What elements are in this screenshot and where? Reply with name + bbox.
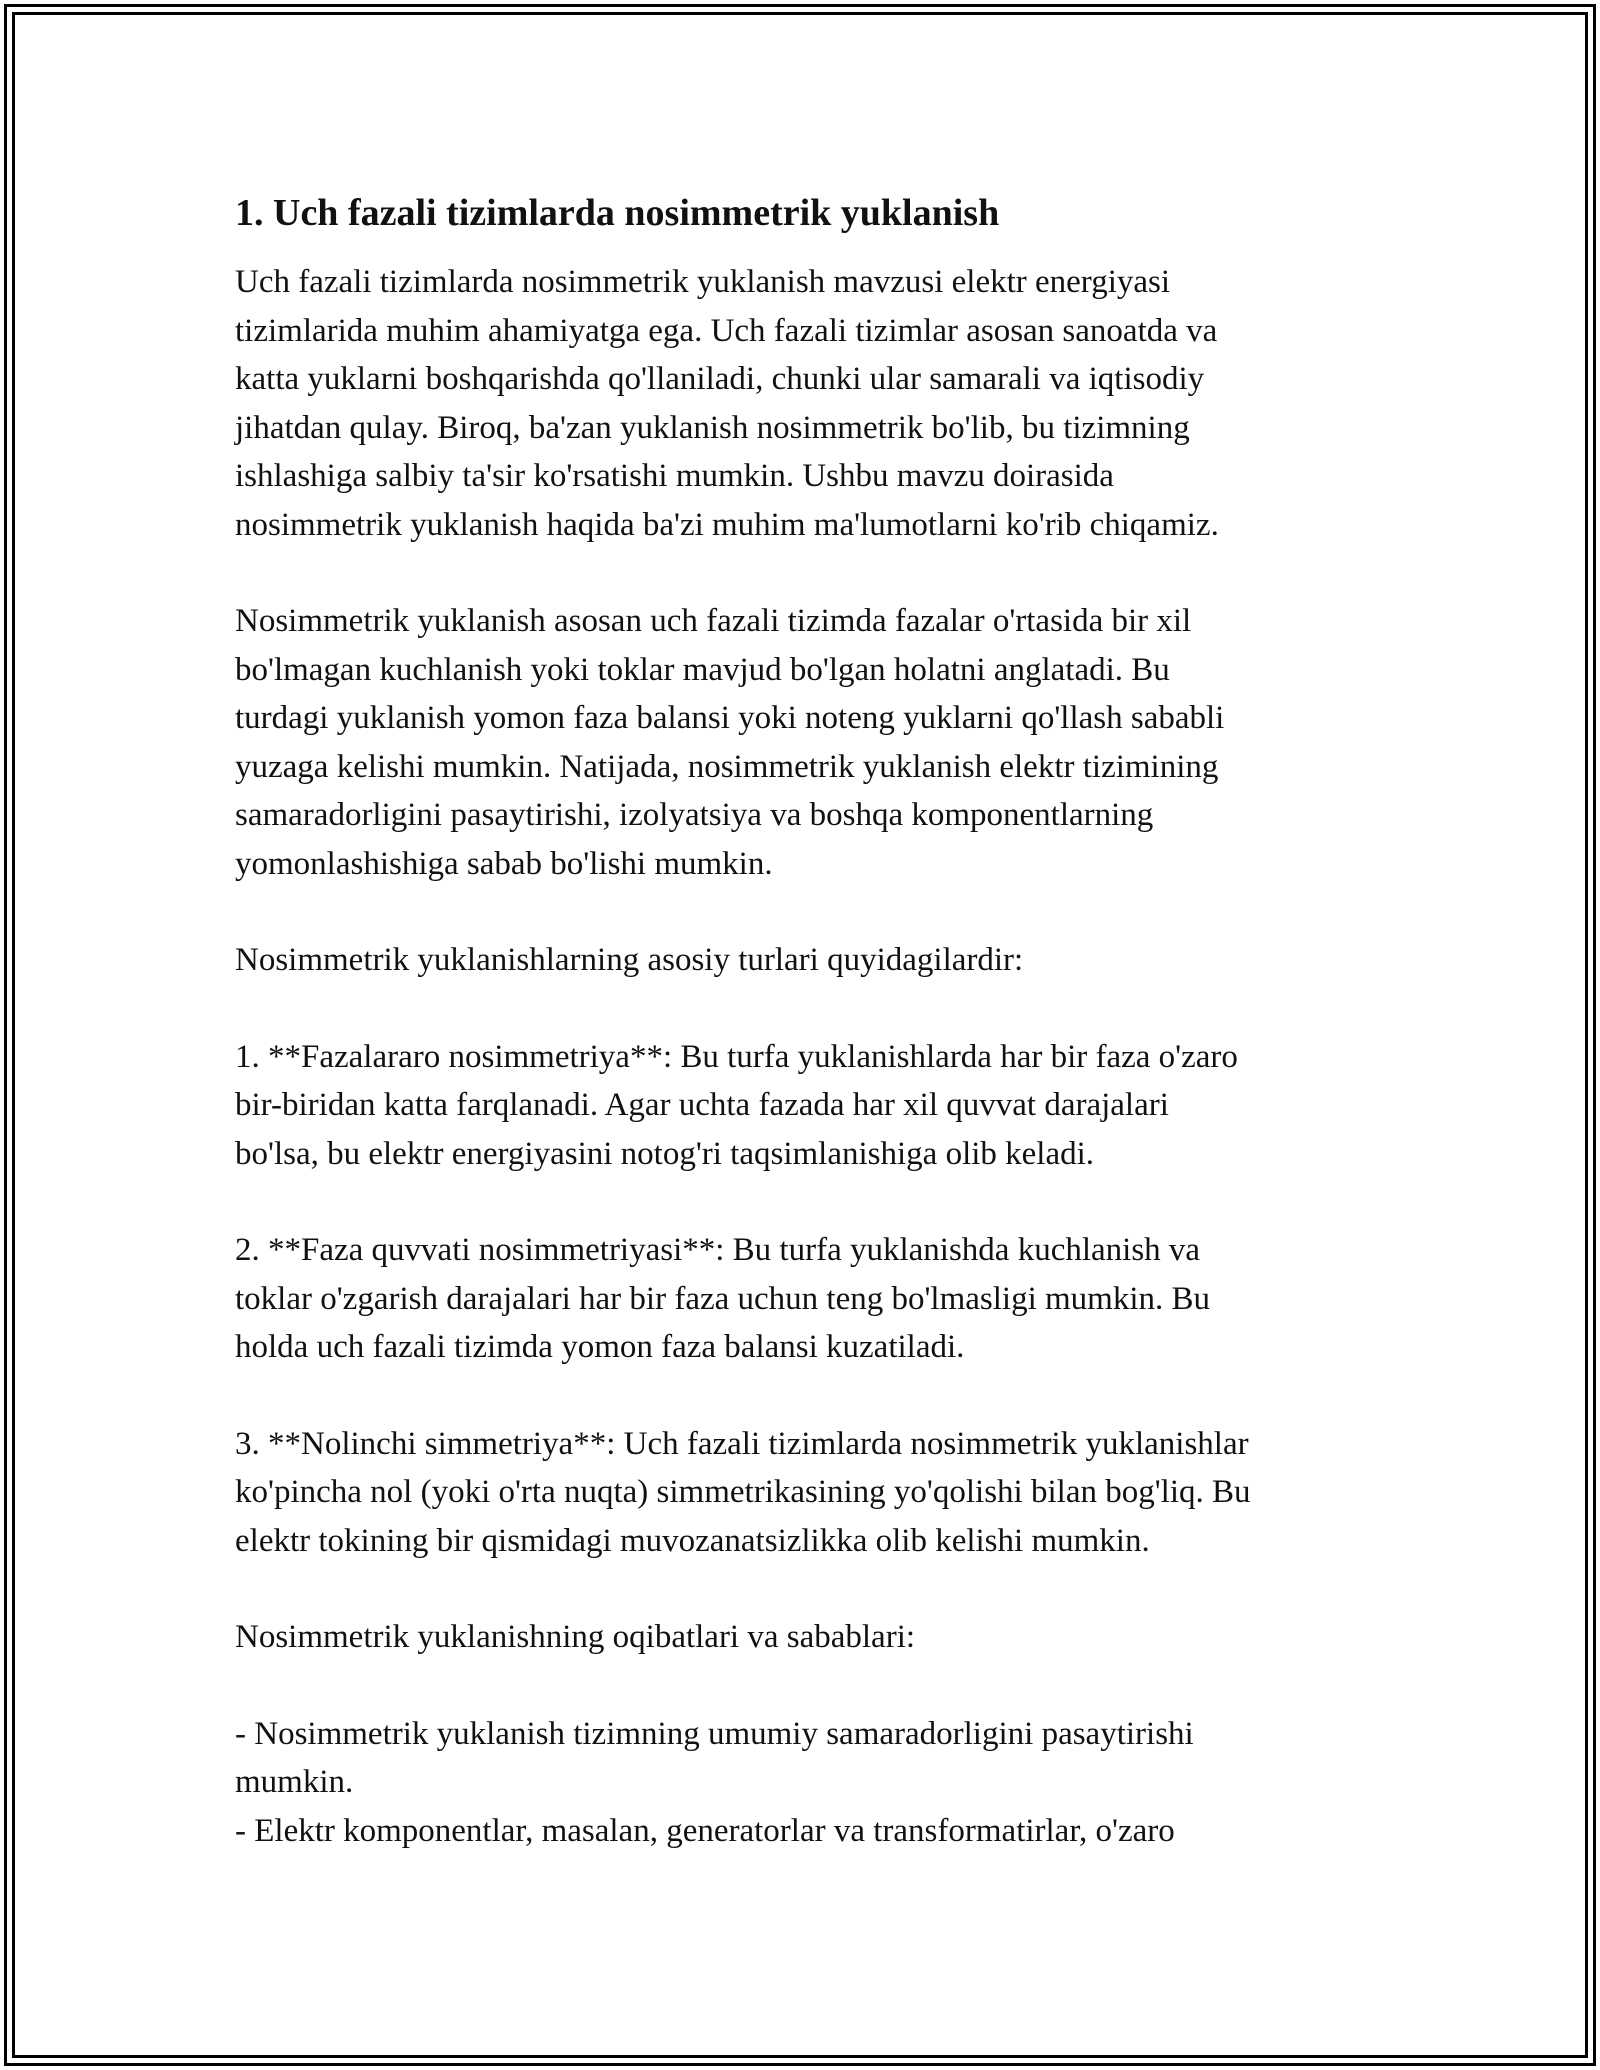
- text-line: yomonlashishiga sabab bo'lishi mumkin.: [235, 845, 773, 882]
- text-line: samaradorligini pasaytirishi, izolyatsiya va boshqa komponentlarning: [235, 797, 1154, 833]
- consequences-list: [235, 1710, 1385, 1856]
- text-line: 2. **Faza quvvati nosimmetriyasi**: Bu turfa yuklanishda kuchlanish va: [235, 1232, 1201, 1268]
- text-line: - Elektr komponentlar, masalan, generatorlar va transformatirlar, o'zaro: [235, 1812, 1175, 1849]
- text-line: bo'lsa, bu elektr energiyasini notog'ri taqsimlanishiga olib keladi.: [235, 1135, 1095, 1172]
- text-line: mumkin.: [235, 1764, 354, 1800]
- types-intro-paragraph: [235, 936, 1385, 985]
- text-line: tizimlarida muhim ahamiyatga ega. Uch fazali tizimlar asosan sanoatda va: [235, 312, 1218, 349]
- text-line: katta yuklarni boshqarishda qo'llaniladi, chunki ular samarali va iqtisodiy: [235, 361, 1205, 397]
- text-line: - Nosimmetrik yuklanish tizimning umumiy samaradorligini pasaytirishi: [235, 1715, 1194, 1752]
- text-line: 3. **Nolinchi simmetriya**: Uch fazali tizimlarda nosimmetrik yuklanishlar: [235, 1425, 1249, 1462]
- list-item-2: [235, 1226, 1385, 1372]
- text-line: ishlashiga salbiy ta'sir ko'rsatishi mumkin. Ushbu mavzu doirasida: [235, 458, 1114, 494]
- text-line: 1. **Fazalararo nosimmetriya**: Bu turfa yuklanishlarda har bir faza o'zaro: [235, 1038, 1238, 1075]
- text-line: Uch fazali tizimlarda nosimmetrik yuklanish mavzusi elektr energiyasi: [235, 264, 1171, 300]
- text-line: holda uch fazali tizimda yomon faza balansi kuzatiladi.: [235, 1329, 965, 1365]
- text-line: jihatdan qulay. Biroq, ba'zan yuklanish nosimmetrik bo'lib, bu tizimning: [235, 409, 1190, 446]
- definition-paragraph: [235, 597, 1385, 888]
- text-line: Nosimmetrik yuklanishning oqibatlari va sabablari:: [235, 1619, 916, 1655]
- text-line: elektr tokining bir qismidagi muvozanatsizlikka olib kelishi mumkin.: [235, 1522, 1150, 1559]
- text-line: Nosimmetrik yuklanish asosan uch fazali tizimda fazalar o'rtasida bir xil: [235, 603, 1192, 639]
- document-body: [235, 188, 1385, 1855]
- text-line: ko'pincha nol (yoki o'rta nuqta) simmetrikasining yo'qolishi bilan bog'liq. Bu: [235, 1474, 1251, 1510]
- list-item-3: [235, 1420, 1385, 1566]
- text-line: nosimmetrik yuklanish haqida ba'zi muhim ma'lumotlarni ko'rib chiqamiz.: [235, 506, 1219, 543]
- text-line: toklar o'zgarish darajalari har bir faza uchun teng bo'lmasligi mumkin. Bu: [235, 1280, 1211, 1317]
- text-line: bir-biridan katta farqlanadi. Agar uchta fazada har xil quvvat darajalari: [235, 1087, 1169, 1123]
- text-line: bo'lmagan kuchlanish yoki toklar mavjud bo'lgan holatni anglatadi. Bu: [235, 651, 1170, 688]
- text-line: yuzaga kelishi mumkin. Natijada, nosimmetrik yuklanish elektr tizimining: [235, 748, 1219, 785]
- section-heading: 1. Uch fazali tizimlarda nosimmetrik yuklanish: [235, 192, 1000, 234]
- text-line: Nosimmetrik yuklanishlarning asosiy turlari quyidagilardir:: [235, 942, 1024, 978]
- text-line: turdagi yuklanish yomon faza balansi yoki noteng yuklarni qo'llash sababli: [235, 700, 1225, 736]
- consequences-intro-paragraph: [235, 1613, 1385, 1662]
- intro-paragraph: [235, 258, 1385, 549]
- list-item-1: [235, 1033, 1385, 1179]
